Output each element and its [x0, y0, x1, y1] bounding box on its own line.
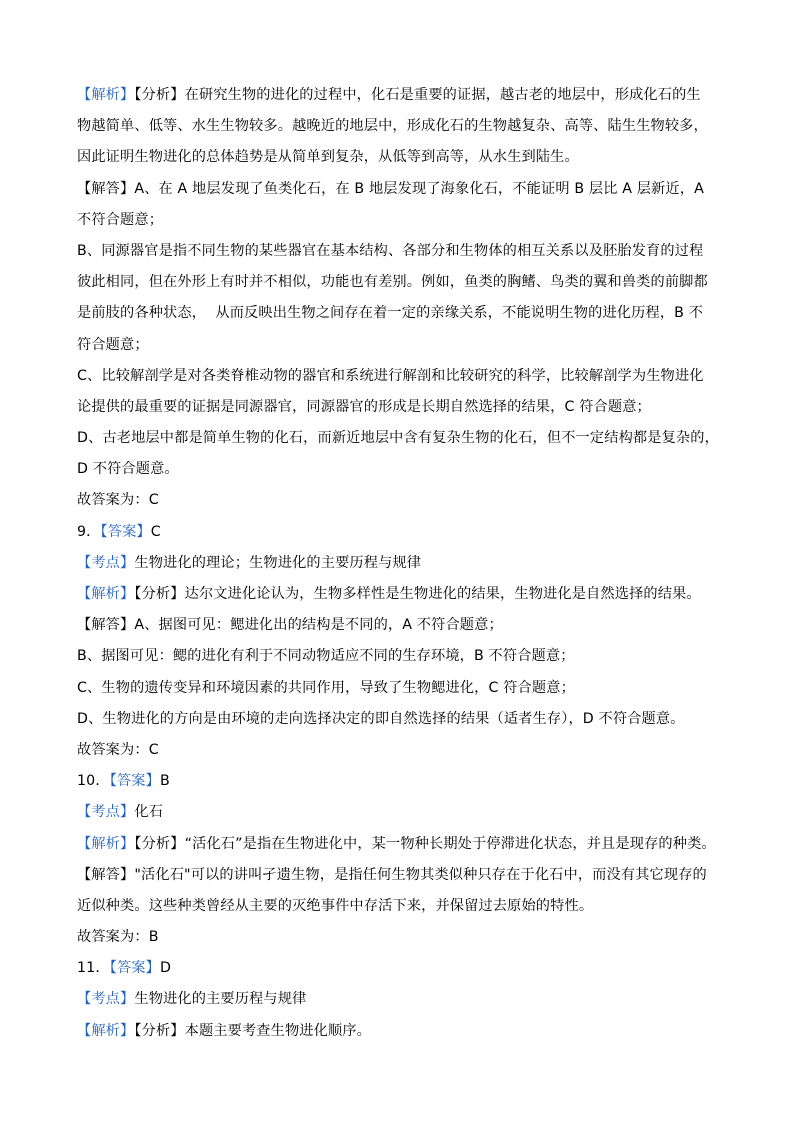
question-number: 9．	[77, 523, 101, 540]
q8-option-c-line-2: 论提供的最重要的证据是同源器官，同源器官的形成是长期自然选择的结果，C 符合题意；	[77, 398, 651, 415]
q9-option-c: C、生物的遗传变异和环境因素的共同作用，导致了生物鳃进化，C 符合题意；	[77, 679, 575, 696]
answer-label: 【答案】	[109, 773, 160, 790]
q9-analysis: 【解析】【分析】达尔文进化论认为，生物多样性是生物进化的结果，生物进化是自然选择的结果。	[77, 586, 701, 602]
q10-answer-header	[77, 766, 718, 797]
question-number: 10．	[77, 773, 110, 790]
q9-answer-option-a: 【解答】A、据图可见：鳃进化出的结构是不同的，A 不符合题意；	[77, 617, 503, 634]
analysis-label: 【解析】	[77, 87, 135, 103]
analysis-label: 【解析】	[77, 835, 135, 852]
q9-final-answer: 故答案为：C	[77, 741, 159, 758]
q10-analysis: 【解析】【分析】“活化石”是指在生物进化中，某一物种长期处于停滞进化状态，并且是现存的种类。	[77, 835, 716, 852]
answer-label: 【答案】	[109, 960, 160, 977]
question-number: 11．	[77, 960, 110, 977]
q10-answer-line-2: 近似种类。这些种类曾经从主要的灭绝事件中存活下来，并保留过去原始的特性。	[77, 897, 594, 914]
q10-final-answer: 故答案为：B	[77, 929, 159, 946]
q8-analysis-line-1: 【解析】【分析】在研究生物的进化的过程中，化石是重要的证据，越古老的地层中，形成化石的生	[77, 87, 701, 103]
answer-label: 【答案】	[100, 523, 151, 540]
analysis-label: 【解析】	[77, 1022, 135, 1039]
q8-answer-line-1: 【解答】A、在 A 地层发现了鱼类化石，在 B 地层发现了海象化石，不能证明 B 层比 A 层新近，A	[77, 180, 704, 197]
kaodian-label: 【考点】	[77, 991, 135, 1008]
q11-analysis: 【解析】【分析】本题主要考查生物进化顺序。	[77, 1022, 371, 1039]
q8-option-b-line-2: 彼此相同，但在外形上有时并不相似，功能也有差别。例如，鱼类的胸鳍、鸟类的翼和兽类的前脚都	[77, 274, 708, 291]
answer-value: D	[159, 960, 172, 977]
q8-option-b-line-1: B、同源器官是指不同生物的某些器官在基本结构、各部分和生物体的相互关系以及胚胎发育的过程	[77, 242, 704, 259]
q10-kaodian: 【考点】化石	[77, 804, 164, 821]
q8-final-answer: 故答案为：C	[77, 492, 159, 509]
kaodian-label: 【考点】	[77, 804, 135, 821]
kaodian-label: 【考点】	[77, 554, 135, 571]
q9-kaodian: 【考点】生物进化的理论；生物进化的主要历程与规律	[77, 554, 422, 571]
q8-option-c-line-1: C、比较解剖学是对各类脊椎动物的器官和系统进行解剖和比较研究的科学，比较解剖学为生物进化	[77, 367, 704, 384]
q8-analysis-line-3: 因此证明生物进化的总体趋势是从简单到复杂，从低等到高等，从水生到陆生。	[77, 149, 579, 166]
q9-answer-header	[77, 517, 718, 548]
q11-kaodian: 【考点】生物进化的主要历程与规律	[77, 991, 307, 1008]
q9-option-d: D、生物进化的方向是由环境的走向选择决定的即自然选择的结果（适者生存），D 不符合题意。	[77, 710, 685, 727]
q9-option-b: B、据图可见：鳃的进化有利于不同动物适应不同的生存环境，B 不符合题意；	[77, 648, 575, 665]
q8-option-d-line-1: D、古老地层中都是简单生物的化石，而新近地层中含有复杂生物的化石，但不一定结构都是复杂的，	[77, 430, 719, 447]
q8-analysis-line-2: 物越简单、低等、水生生物较多。越晚近的地层中，形成化石的生物越复杂、高等、陆生生物较多，	[77, 118, 708, 135]
q8-option-b-line-3: 是前肢的各种状态， 从而反映出生物之间存在着一定的亲缘关系，不能说明生物的进化历程，B 不	[77, 305, 704, 322]
q8-option-b-line-4: 符合题意；	[77, 336, 149, 353]
q11-answer-header	[77, 953, 718, 984]
q8-answer-line-2: 不符合题意；	[77, 211, 164, 228]
answer-value: B	[159, 773, 170, 790]
q8-option-d-line-2: D 不符合题意。	[77, 461, 179, 478]
answer-value: C	[150, 523, 161, 540]
analysis-label: 【解析】	[77, 586, 135, 602]
q10-answer-line-1: 【解答】"活化石"可以的讲叫孑遗生物，是指任何生物其类似种只存在于化石中，而没有其它现存的	[77, 866, 707, 883]
